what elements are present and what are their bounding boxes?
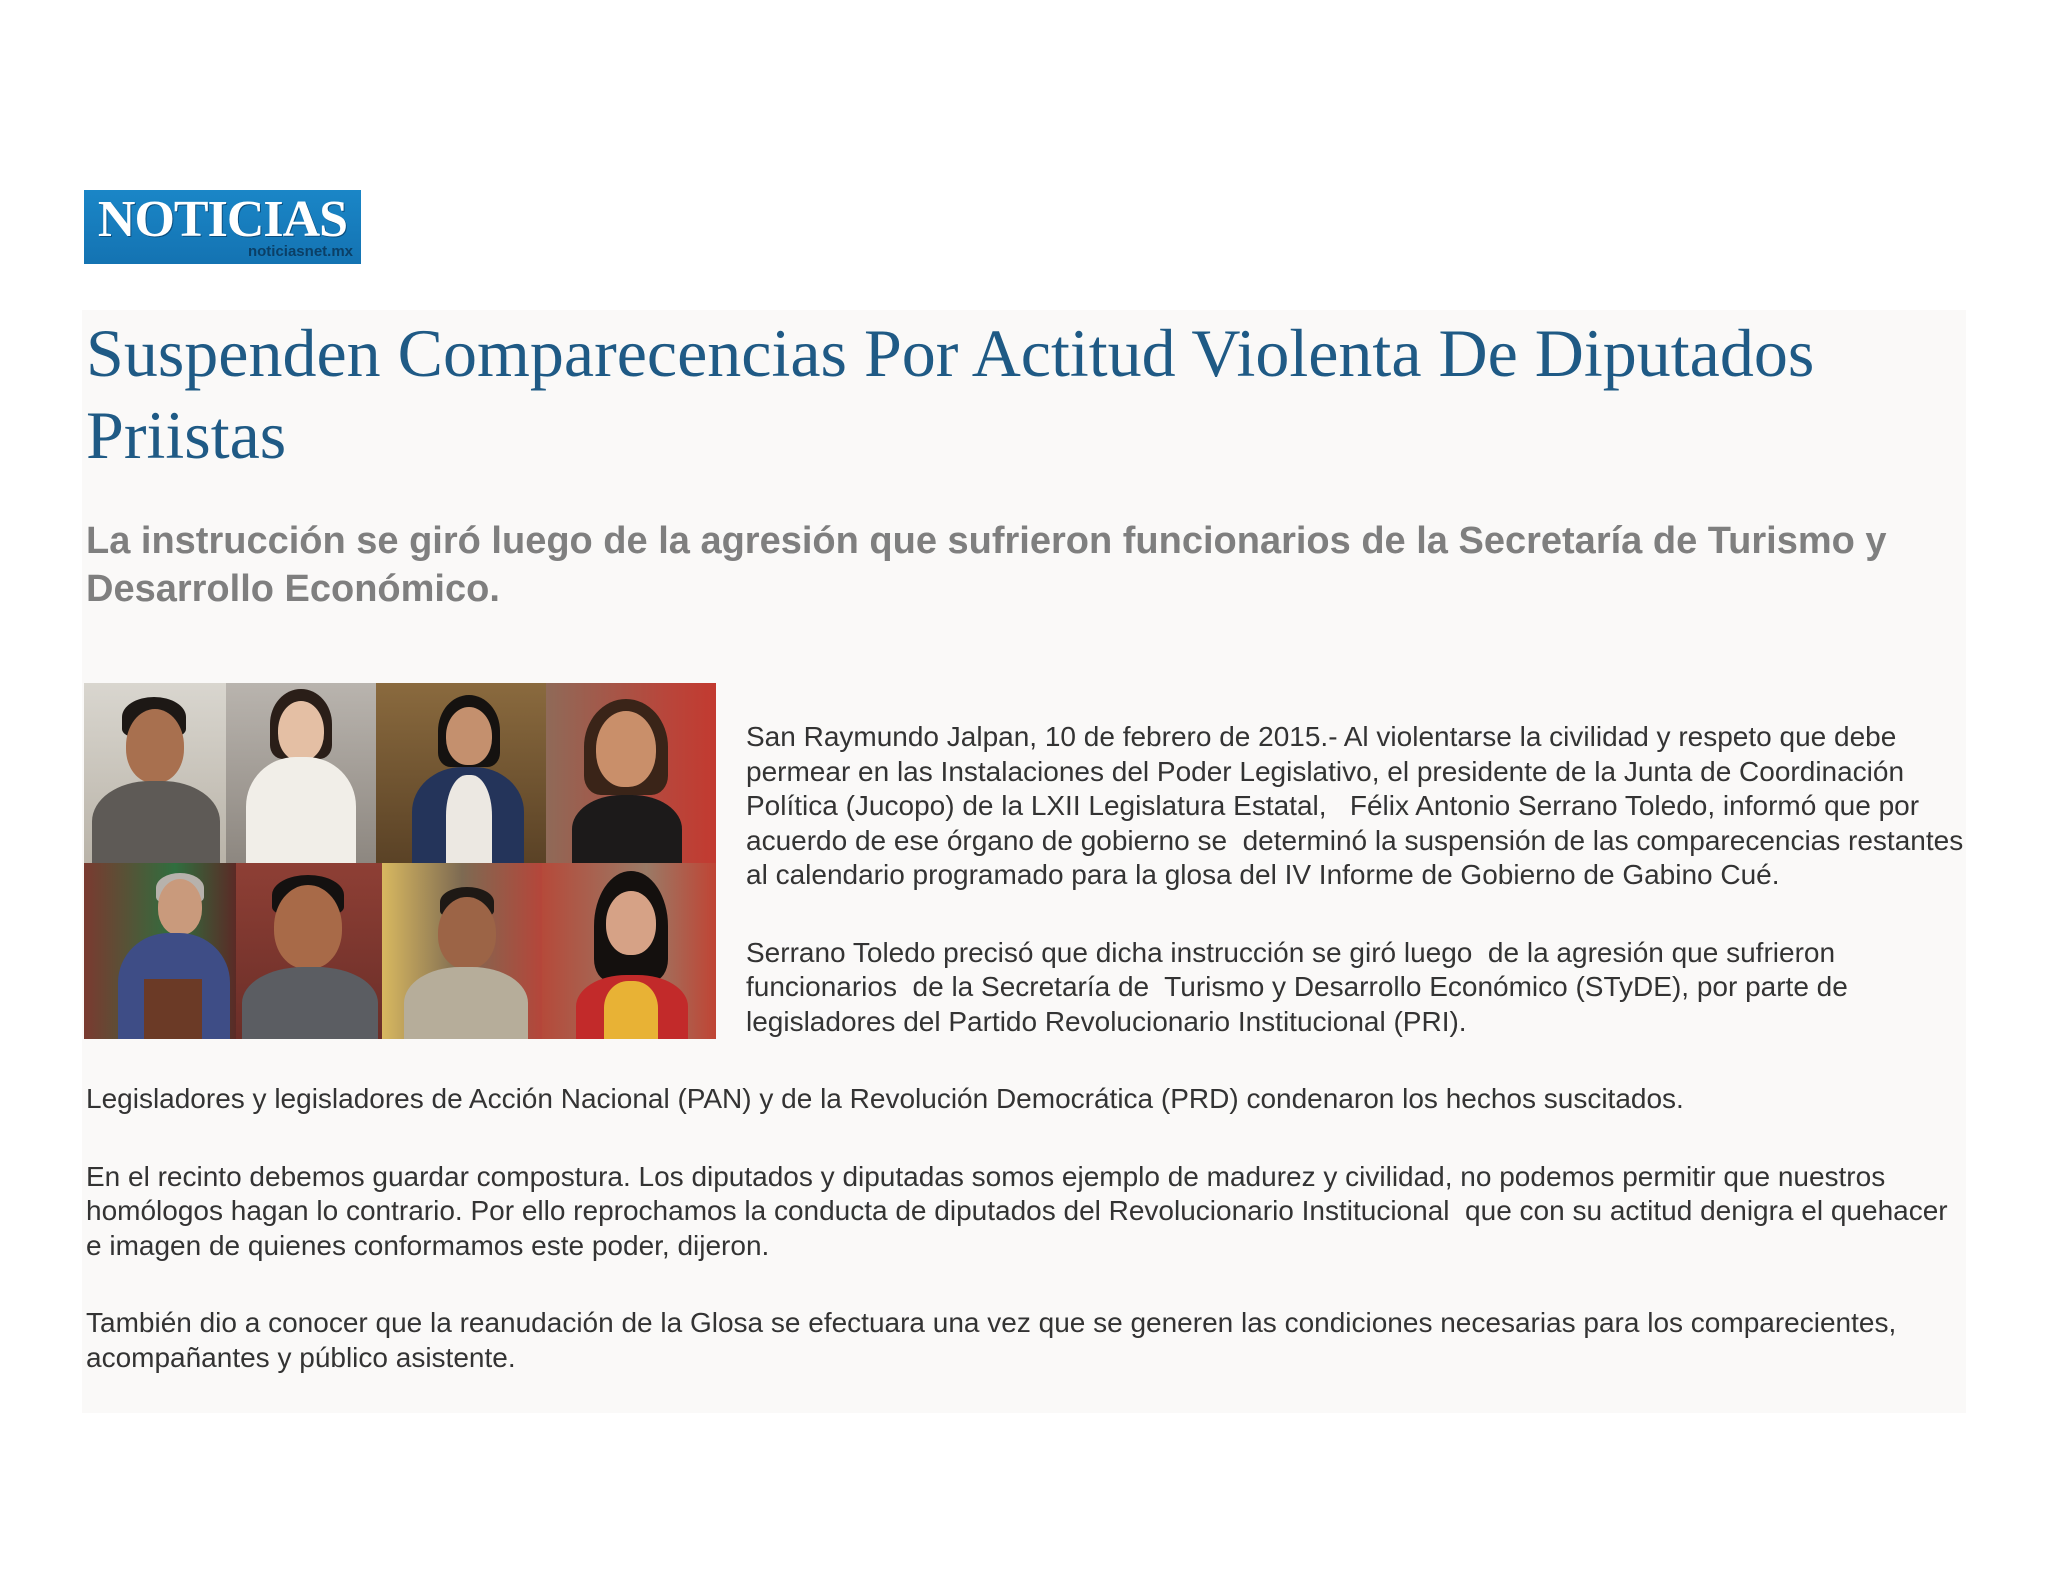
article-body bbox=[86, 720, 1971, 1418]
article-paragraph-2: Serrano Toledo precisó que dicha instrucción se giró luego de la agresión que sufrieron funcionarios de la Secretaría de Turismo y Desarrollo Económico (STyDE), por parte de legisladores del Partido Revolucionario Institucional (PRI). bbox=[746, 936, 1856, 1037]
logo-wordmark: NOTICIAS bbox=[97, 191, 348, 248]
article-paragraph-3: Legisladores y legisladores de Acción Nacional (PAN) y de la Revolución Democrática (PRD) condenaron los hechos suscitados. bbox=[86, 1083, 1684, 1114]
article-paragraph-1: San Raymundo Jalpan, 10 de febrero de 2015.- Al violentarse la civilidad y respeto que debe permear en las Instalaciones del Poder Legislativo, el presidente de la Junta de Coordinación Política (Jucopo) de la LXII Legislatura Estatal, Félix Antonio Serrano Toledo, informó que por acuerdo de ese órgano de gobierno se determinó la suspensión de las comparecencias restantes al calendario programado para la glosa del IV Informe de Gobierno de Gabino Cué. bbox=[746, 721, 1971, 890]
article-paragraph-5: También dio a conocer que la reanudación de la Glosa se efectuara una vez que se generen las condiciones necesarias para los comparecientes, acompañantes y público asistente. bbox=[86, 1307, 1905, 1373]
article-title: Suspenden Comparecencias Por Actitud Violenta De Diputados Priistas bbox=[86, 315, 1815, 473]
article-subtitle: La instrucción se giró luego de la agresión que sufrieron funcionarios de la Secretaría de Turismo y Desarrollo Económico. bbox=[86, 520, 1887, 610]
article-paragraph-4: En el recinto debemos guardar compostura. Los diputados y diputadas somos ejemplo de madurez y civilidad, no podemos permitir que nuestros homólogos hagan lo contrario. Por ello reprochamos la conducta de diputados del Revolucionario Institucional que con su actitud denigra el quehacer e imagen de quienes conformamos este poder, dijeron. bbox=[86, 1160, 1956, 1261]
noticias-logo[interactable] bbox=[84, 190, 361, 264]
logo-url: noticiasnet.mx bbox=[247, 243, 353, 260]
photo-wrap-spacer bbox=[86, 720, 746, 1074]
